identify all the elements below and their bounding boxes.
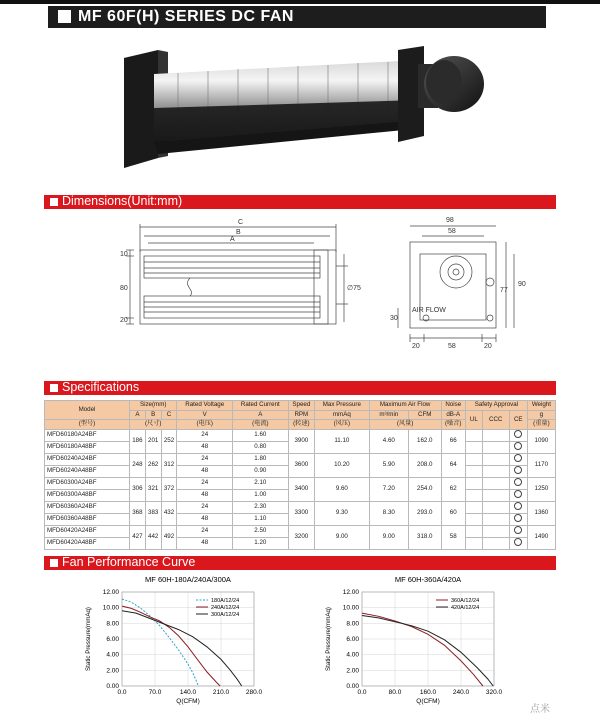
chart-title: MF 60H-180A/240A/300A [145, 575, 231, 584]
y-tick-label: 8.00 [106, 620, 119, 628]
y-tick-label: 6.00 [346, 636, 359, 643]
ul-cell [465, 465, 482, 477]
ccc-cell [482, 441, 509, 453]
y-tick-label: 12.00 [342, 589, 359, 596]
performance-chart-right [318, 572, 524, 710]
ccc-cell [482, 537, 509, 549]
unit-current: A [233, 410, 289, 420]
ce-mark-icon [509, 429, 527, 441]
col-size: Size(mm) [130, 401, 177, 411]
table-cell: 368 [130, 501, 146, 525]
col-voltage: Rated Voltage [177, 401, 233, 411]
table-cell: 186 [130, 429, 146, 453]
table-cell: 24 [177, 429, 233, 441]
dim-label-b20a: 20 [412, 343, 420, 350]
y-axis-label: Static Pressure(mmAq) [85, 607, 92, 671]
x-tick-label: 210.0 [212, 689, 230, 696]
x-tick-label: 160.0 [419, 689, 437, 696]
legend-label: 180A/12/24 [211, 598, 240, 604]
model-cell: MFD60420A48BF [45, 537, 130, 549]
unit-weight: g [527, 410, 555, 420]
table-cell: 66 [441, 429, 465, 453]
table-cell: 9.00 [369, 525, 408, 549]
specifications-table [44, 400, 556, 550]
x-tick-label: 0.0 [117, 689, 127, 696]
table-cell: 427 [130, 525, 146, 549]
ccc-cell [482, 489, 509, 501]
chart-title: MF 60H-360A/420A [394, 575, 462, 584]
table-cell: 2.50 [233, 525, 289, 537]
col-voltage-cn: (电压) [177, 420, 233, 430]
table-cell: 24 [177, 453, 233, 465]
unit-speed: RPM [288, 410, 314, 420]
unit-noise: dB-A [441, 410, 465, 420]
dimension-drawing [44, 212, 564, 350]
table-cell: 48 [177, 441, 233, 453]
spec-header-row-1 [45, 401, 556, 411]
col-ccc: CCC [482, 410, 509, 429]
airflow-label: AIR FLOW [412, 307, 446, 314]
table-cell: 442 [145, 525, 161, 549]
table-row [45, 453, 556, 465]
ul-cell [465, 501, 482, 513]
col-model: Model [45, 401, 130, 420]
table-cell: 1250 [527, 477, 555, 501]
model-cell: MFD60360A48BF [45, 513, 130, 525]
section-dimensions-header [44, 195, 556, 209]
table-row [45, 429, 556, 441]
x-tick-label: 0.0 [357, 689, 367, 696]
x-tick-label: 320.0 [485, 689, 503, 696]
x-tick-label: 80.0 [388, 689, 402, 696]
table-cell: 2.10 [233, 477, 289, 489]
series-line [362, 616, 493, 687]
col-current: Rated Current [233, 401, 289, 411]
table-cell: 62 [441, 477, 465, 501]
col-b: B [145, 410, 161, 420]
y-axis-label: Static Pressure(mmAq) [325, 607, 332, 671]
dim-label-77: 77 [500, 287, 508, 294]
y-tick-label: 4.00 [346, 651, 359, 659]
performance-chart-left [78, 572, 284, 710]
table-cell: 0.90 [233, 465, 289, 477]
section-specifications-header [44, 381, 556, 395]
col-current-cn: (电流) [233, 420, 289, 430]
ul-cell [465, 477, 482, 489]
dim-label-10: 10 [120, 251, 128, 258]
section-square-icon [50, 198, 58, 206]
ce-mark-icon [509, 501, 527, 513]
col-c: C [161, 410, 177, 420]
x-axis-label: Q(CFM) [416, 698, 440, 705]
table-cell: 1170 [527, 453, 555, 477]
section-dimensions-title: Dimensions(Unit:mm) [62, 194, 183, 208]
table-cell: 3900 [288, 429, 314, 453]
table-cell: 162.0 [408, 429, 441, 453]
ul-cell [465, 513, 482, 525]
model-cell: MFD60300A48BF [45, 489, 130, 501]
dim-label-58: 58 [448, 228, 456, 235]
table-cell: 3400 [288, 477, 314, 501]
table-cell: 60 [441, 501, 465, 525]
table-cell: 1490 [527, 525, 555, 549]
table-cell: 9.60 [315, 477, 370, 501]
table-cell: 318.0 [408, 525, 441, 549]
table-cell: 306 [130, 477, 146, 501]
table-cell: 492 [161, 525, 177, 549]
y-tick-label: 12.00 [102, 589, 119, 596]
table-cell: 201 [145, 429, 161, 453]
ce-mark-icon [509, 525, 527, 537]
model-cell: MFD60180A48BF [45, 441, 130, 453]
col-noise-cn: (噪音) [441, 420, 465, 430]
table-cell: 48 [177, 489, 233, 501]
col-model-cn: (型号) [45, 420, 130, 430]
table-cell: 5.90 [369, 453, 408, 477]
unit-voltage: V [177, 410, 233, 420]
dim-label-80: 80 [120, 285, 128, 292]
dim-label-75: ∅75 [347, 285, 361, 292]
y-tick-label: 6.00 [106, 636, 119, 643]
ul-cell [465, 429, 482, 441]
ccc-cell [482, 513, 509, 525]
y-tick-label: 4.00 [106, 651, 119, 659]
table-cell: 8.30 [369, 501, 408, 525]
ccc-cell [482, 429, 509, 441]
table-cell: 48 [177, 465, 233, 477]
col-ce: CE [509, 410, 527, 429]
x-tick-label: 240.0 [452, 689, 470, 696]
table-cell: 293.0 [408, 501, 441, 525]
series-line [362, 613, 483, 686]
dim-label-b: B [236, 229, 241, 236]
section-specifications-title: Specifications [62, 380, 140, 394]
col-a: A [130, 410, 146, 420]
table-cell: 11.10 [315, 429, 370, 453]
ccc-cell [482, 525, 509, 537]
model-cell: MFD60240A24BF [45, 453, 130, 465]
table-cell: 1.80 [233, 453, 289, 465]
ccc-cell [482, 453, 509, 465]
table-cell: 252 [161, 429, 177, 453]
col-size-cn: (尺寸) [130, 420, 177, 430]
col-airflow: Maximum Air Flow [369, 401, 441, 411]
model-cell: MFD60420A24BF [45, 525, 130, 537]
table-cell: 3300 [288, 501, 314, 525]
dim-label-90: 90 [518, 281, 526, 288]
dim-label-a: A [230, 236, 235, 243]
col-safety: Safety Approval [465, 401, 527, 411]
table-row [45, 525, 556, 537]
ce-mark-icon [509, 465, 527, 477]
table-cell: 9.00 [315, 525, 370, 549]
ce-mark-icon [509, 477, 527, 489]
y-tick-label: 10.00 [342, 604, 359, 612]
dim-label-98: 98 [446, 217, 454, 224]
x-axis-label: Q(CFM) [176, 698, 200, 705]
table-cell: 1360 [527, 501, 555, 525]
model-cell: MFD60360A24BF [45, 501, 130, 513]
y-tick-label: 8.00 [346, 620, 359, 628]
dim-label-b58: 58 [448, 343, 456, 350]
col-speed: Speed [288, 401, 314, 411]
dim-label-30: 30 [390, 315, 398, 322]
table-cell: 1.20 [233, 537, 289, 549]
dim-label-20: 20 [120, 317, 128, 324]
unit-airflow-m3: m³/min [369, 410, 408, 420]
table-cell: 3200 [288, 525, 314, 549]
table-row [45, 477, 556, 489]
model-cell: MFD60180A24BF [45, 429, 130, 441]
fan-product-image [118, 44, 488, 170]
table-cell: 0.80 [233, 441, 289, 453]
unit-airflow-cfm: CFM [408, 410, 441, 420]
table-cell: 48 [177, 537, 233, 549]
ccc-cell [482, 465, 509, 477]
col-airflow-cn: (风量) [369, 420, 441, 430]
table-cell: 1.10 [233, 513, 289, 525]
ce-mark-icon [509, 537, 527, 549]
col-ul: UL [465, 410, 482, 429]
col-weight-cn: (重量) [527, 420, 555, 430]
model-cell: MFD60300A24BF [45, 477, 130, 489]
ce-mark-icon [509, 513, 527, 525]
x-tick-label: 70.0 [148, 689, 162, 696]
y-tick-label: 0.00 [346, 683, 359, 690]
series-line [122, 611, 242, 686]
series-line [122, 599, 198, 686]
col-weight: Weight [527, 401, 555, 411]
table-cell: 9.30 [315, 501, 370, 525]
model-cell: MFD60240A48BF [45, 465, 130, 477]
table-cell: 1.00 [233, 489, 289, 501]
table-cell: 262 [145, 453, 161, 477]
table-cell: 1090 [527, 429, 555, 453]
section-performance-header [44, 556, 556, 570]
dim-label-c: C [238, 219, 244, 226]
section-performance-title: Fan Performance Curve [62, 555, 196, 569]
table-cell: 372 [161, 477, 177, 501]
table-cell: 24 [177, 501, 233, 513]
ccc-cell [482, 477, 509, 489]
title-square-icon [58, 10, 71, 23]
x-tick-label: 280.0 [245, 689, 263, 696]
table-cell: 4.60 [369, 429, 408, 453]
table-cell: 321 [145, 477, 161, 501]
table-cell: 3600 [288, 453, 314, 477]
page-title: MF 60F(H) SERIES DC FAN [78, 8, 294, 25]
table-cell: 208.0 [408, 453, 441, 477]
table-cell: 7.20 [369, 477, 408, 501]
table-cell: 432 [161, 501, 177, 525]
title-banner [48, 6, 546, 28]
ul-cell [465, 525, 482, 537]
ul-cell [465, 441, 482, 453]
table-cell: 248 [130, 453, 146, 477]
y-tick-label: 2.00 [346, 667, 359, 675]
unit-pressure: mmAq [315, 410, 370, 420]
col-pressure: Max Pressure [315, 401, 370, 411]
legend-label: 420A/12/24 [451, 605, 480, 611]
col-noise: Noise [441, 401, 465, 411]
table-cell: 24 [177, 477, 233, 489]
section-square-icon [50, 384, 58, 392]
table-cell: 1.60 [233, 429, 289, 441]
legend-label: 240A/12/24 [211, 605, 240, 611]
table-cell: 64 [441, 453, 465, 477]
table-cell: 24 [177, 525, 233, 537]
table-cell: 312 [161, 453, 177, 477]
legend-label: 300A/12/24 [211, 612, 240, 618]
x-tick-label: 140.0 [179, 689, 197, 696]
ul-cell [465, 489, 482, 501]
table-cell: 2.30 [233, 501, 289, 513]
legend-label: 360A/12/24 [451, 598, 480, 604]
y-tick-label: 2.00 [106, 667, 119, 675]
table-cell: 383 [145, 501, 161, 525]
table-cell: 48 [177, 513, 233, 525]
col-speed-cn: (转速) [288, 420, 314, 430]
col-pressure-cn: (风压) [315, 420, 370, 430]
ce-mark-icon [509, 489, 527, 501]
dim-label-b20b: 20 [484, 343, 492, 350]
table-cell: 58 [441, 525, 465, 549]
ul-cell [465, 453, 482, 465]
ccc-cell [482, 501, 509, 513]
table-row [45, 501, 556, 513]
ce-mark-icon [509, 441, 527, 453]
ce-mark-icon [509, 453, 527, 465]
table-cell: 10.20 [315, 453, 370, 477]
y-tick-label: 0.00 [106, 683, 119, 690]
top-border [0, 0, 600, 4]
watermark-logo: 点米 [530, 704, 550, 715]
table-cell: 254.0 [408, 477, 441, 501]
y-tick-label: 10.00 [102, 604, 119, 612]
ul-cell [465, 537, 482, 549]
section-square-icon [50, 559, 58, 567]
